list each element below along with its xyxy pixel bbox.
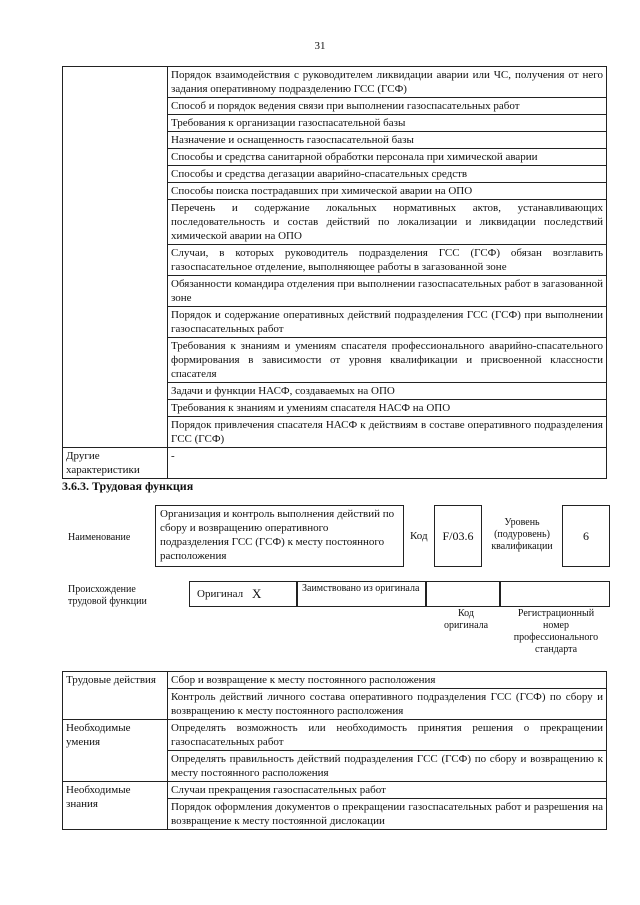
- original-label: Оригинал: [197, 588, 244, 600]
- knowledge-item: Порядок привлечения спасателя НАСФ к действиям в составе оперативного подразделения ГСС (ГСФ): [168, 417, 607, 448]
- level-value: 6: [583, 528, 589, 543]
- knowledge-item: Требования к знаниям и умениям спасателя профессионального аварийно-спасательного формирования в зависимости от уровня квалификации и присвоенной классности спасателя: [168, 338, 607, 383]
- reg-number-box: [500, 581, 610, 607]
- table-row: [63, 782, 607, 799]
- knowledge-item: Порядок взаимодействия с руководителем ликвидации аварии или ЧС, получения от него задания оперативному подразделению ГСС (ГСФ): [168, 67, 607, 98]
- other-characteristics-label: Другие характеристики: [63, 448, 168, 479]
- knowledge-item: Требования к знаниям и умениям спасателя НАСФ на ОПО: [168, 400, 607, 417]
- original-mark: X: [252, 586, 262, 601]
- code-box: [434, 505, 482, 567]
- table-row: [63, 672, 607, 689]
- code-original-caption: Код оригинала: [443, 608, 489, 631]
- reg-number-caption: Регистрационный номер профессионального стандарта: [513, 608, 599, 655]
- knowledge-item: Перечень и содержание локальных нормативных актов, устанавливающих последовательность и состав действий по локализации и ликвидации последствий химической аварии на ОПО: [168, 200, 607, 245]
- group-item: Контроль действий личного состава оперативного подразделения ГСС (ГСФ) по сбору и возвращению к месту постоянного расположения: [168, 689, 607, 720]
- group-item: Случаи прекращения газоспасательных работ: [168, 782, 607, 799]
- knowledge-item: Способы и средства дегазации аварийно-спасательных средств: [168, 166, 607, 183]
- origin-label: Происхождение трудовой функции: [68, 584, 147, 607]
- table-row: [63, 67, 607, 98]
- group-label: Необходимые умения: [63, 720, 168, 782]
- knowledge-item: Назначение и оснащенность газоспасательной базы: [168, 132, 607, 149]
- knowledge-item: Способы поиска пострадавших при химической аварии на ОПО: [168, 183, 607, 200]
- function-details-table: [62, 671, 607, 830]
- knowledge-item: Случаи, в которых руководитель подразделения ГСС (ГСФ) обязан возглавить газоспасательное отделение, выполняющее работы в загазованной зоне: [168, 245, 607, 276]
- knowledge-table: [62, 66, 607, 479]
- knowledge-item: Задачи и функции НАСФ, создаваемых на ОПО: [168, 383, 607, 400]
- knowledge-item: Способы и средства санитарной обработки персонала при химической аварии: [168, 149, 607, 166]
- group-item: Определять возможность или необходимость принятия решения о прекращении газоспасательных работ: [168, 720, 607, 751]
- borrowed-box: [297, 581, 426, 607]
- group-item: Определять правильность действий подразделения ГСС (ГСФ) по сбору и возвращению к месту постоянного расположения: [168, 751, 607, 782]
- knowledge-item: Способ и порядок ведения связи при выполнении газоспасательных работ: [168, 98, 607, 115]
- code-label: Код: [410, 530, 428, 542]
- knowledge-item: Порядок и содержание оперативных действий подразделения ГСС (ГСФ) при выполнении газоспасательных работ: [168, 307, 607, 338]
- knowledge-item: Требования к организации газоспасательной базы: [168, 115, 607, 132]
- level-box: [562, 505, 610, 567]
- original-box: [189, 581, 297, 607]
- group-label: Необходимые знания: [63, 782, 168, 830]
- group-item: Сбор и возвращение к месту постоянного расположения: [168, 672, 607, 689]
- name-label: Наименование: [68, 532, 131, 543]
- section-title: 3.6.3. Трудовая функция: [62, 479, 194, 493]
- function-name-box: [155, 505, 404, 567]
- group-item: Порядок оформления документов о прекращении газоспасательных работ и разрешения на возвращение к месту постоянной дислокации: [168, 799, 607, 830]
- code-value: F/03.6: [442, 528, 474, 543]
- knowledge-item: Обязанности командира отделения при выполнении газоспасательных работ в загазованной зоне: [168, 276, 607, 307]
- function-name-value: Организация и контроль выполнения действий по сбору и возвращению оперативного подразделения ГСС (ГСФ) к месту постоянного расположения: [160, 508, 395, 562]
- page-number: 31: [314, 40, 326, 52]
- empty-label-cell: [63, 67, 168, 448]
- group-label: Трудовые действия: [63, 672, 168, 720]
- other-characteristics-value: -: [168, 448, 607, 479]
- level-label: Уровень (подуровень) квалификации: [491, 517, 553, 552]
- table-row: [63, 720, 607, 751]
- code-original-box: [426, 581, 500, 607]
- borrowed-label: Заимствовано из оригинала: [302, 583, 420, 594]
- table-row: [63, 448, 607, 479]
